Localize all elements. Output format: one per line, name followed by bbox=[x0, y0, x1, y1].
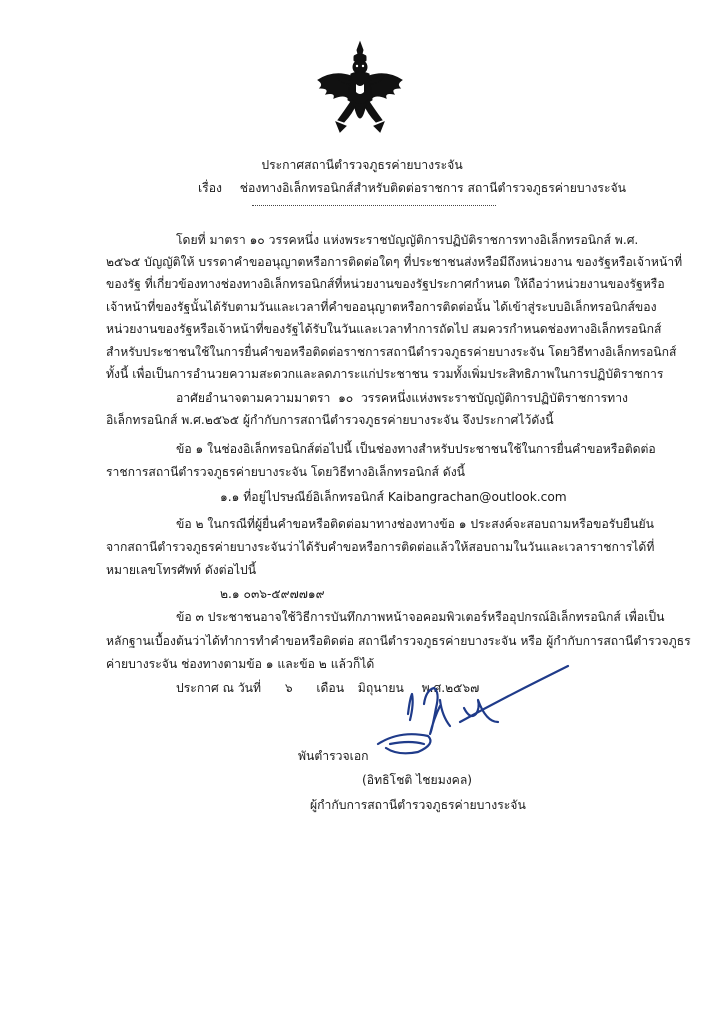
paragraph-1-line-7: ทั้งนี้ เพื่อเป็นการอำนวยความสะดวกและลดภาระแก่ประชาชน รวมทั้งเพิ่มประสิทธิภาพในการปฏิบัติราชการ bbox=[106, 367, 664, 381]
garuda-emblem-icon bbox=[314, 40, 406, 140]
date-month: มิถุนายน bbox=[357, 681, 404, 695]
subject-text: ช่องทางอิเล็กทรอนิกส์สำหรับติดต่อราชการ สถานีตำรวจภูธรค่ายบางระจัน bbox=[239, 181, 626, 195]
paragraph-1-line-4: เจ้าหน้าที่ของรัฐนั้นได้รับตามวันและเวลาที่คำขออนุญาตหรือการติดต่อนั้น ได้เข้าสู่ระบบอิเล็กทรอนิกส์ของ bbox=[106, 300, 657, 314]
paragraph-2-line-1: อาศัยอำนาจตามความมาตรา ๑๐ วรรคหนึ่งแห่งพระราชบัญญัติการปฏิบัติราชการทาง bbox=[176, 391, 628, 405]
signature-mark bbox=[380, 660, 580, 772]
date-year: พ.ศ.๒๕๖๗ bbox=[421, 681, 480, 695]
subject-line bbox=[198, 180, 626, 196]
paragraph-1-line-6: สำหรับประชาชนใช้ในการยื่นคำขอหรือติดต่อราชการสถานีตำรวจภูธรค่ายบางระจัน โดยวิธีทางอิเล็กทรอนิกส์ bbox=[106, 345, 677, 359]
date-month-label: เดือน bbox=[316, 681, 345, 695]
date-prefix: ประกาศ ณ วันที่ bbox=[176, 681, 262, 695]
announcement-title: ประกาศสถานีตำรวจภูธรค่ายบางระจัน bbox=[261, 158, 463, 172]
subject-label: เรื่อง bbox=[198, 181, 222, 195]
paragraph-1-line-3: ของรัฐ ที่เกี่ยวข้องทางช่องทางอิเล็กทรอนิกส์ที่หน่วยงานของรัฐประกาศกำหนด ให้ถือว่าหน่วยงานของรัฐหรือ bbox=[106, 277, 665, 291]
signer-rank: พันตำรวจเอก bbox=[298, 749, 369, 763]
clause-3-line-3: ค่ายบางระจัน ช่องทางตามข้อ ๑ และข้อ ๒ แล้วก็ได้ bbox=[106, 657, 375, 671]
paragraph-2-line-2: อิเล็กทรอนิกส์ พ.ศ.๒๕๖๕ ผู้กำกับการสถานีตำรวจภูธรค่ายบางระจัน จึงประกาศไว้ดังนี้ bbox=[106, 413, 554, 427]
paragraph-1-line-1: โดยที่ มาตรา ๑๐ วรรคหนึ่ง แห่งพระราชบัญญัติการปฏิบัติราชการทางอิเล็กทรอนิกส์ พ.ศ. bbox=[176, 233, 639, 247]
paragraph-1-line-2: ๒๕๖๕ บัญญัติให้ บรรดาคำขออนุญาตหรือการติดต่อใดๆ ที่ประชาชนส่งหรือมีถึงหน่วยงาน ของรัฐหรือเจ้าหน้าที่ bbox=[106, 255, 683, 269]
clause-1-line-2: ราชการสถานีตำรวจภูธรค่ายบางระจัน โดยวิธีทางอิเล็กทรอนิกส์ ดังนี้ bbox=[106, 465, 466, 479]
clause-2-1-phone: ๒.๑ ๐๓๖-๕๙๗๗๑๙ bbox=[220, 587, 325, 601]
signer-position: ผู้กำกับการสถานีตำรวจภูธรค่ายบางระจัน bbox=[310, 798, 526, 812]
separator-dots bbox=[252, 205, 496, 206]
clause-1-line-1: ข้อ ๑ ในช่องอิเล็กทรอนิกส์ต่อไปนี้ เป็นช่องทางสำหรับประชาชนใช้ในการยื่นคำขอหรือติดต่อ bbox=[176, 442, 656, 456]
clause-1-1-email: ๑.๑ ที่อยู่ไปรษณีย์อิเล็กทรอนิกส์ Kaibangrachan@outlook.com bbox=[220, 490, 567, 504]
clause-2-line-3: หมายเลขโทรศัพท์ ดังต่อไปนี้ bbox=[106, 563, 257, 577]
clause-3-line-2: หลักฐานเบื้องต้นว่าได้ทำการทำคำขอหรือติดต่อ สถานีตำรวจภูธรค่ายบางระจัน หรือ ผู้กำกับการสถานีตำรวจภูธร bbox=[106, 634, 691, 648]
clause-2-line-2: จากสถานีตำรวจภูธรค่ายบางระจันว่าได้รับคำขอหรือการติดต่อแล้วให้สอบถามในวันและเวลาราชการได้ที่ bbox=[106, 540, 655, 554]
signer-name: (อิทธิโชติ ไชยมงคล) bbox=[362, 773, 473, 787]
clause-2-line-1: ข้อ ๒ ในกรณีที่ผู้ยื่นคำขอหรือติดต่อมาทางช่องทางข้อ ๑ ประสงค์จะสอบถามหรือขอรับยืนยัน bbox=[176, 517, 655, 531]
date-day: ๖ bbox=[284, 681, 293, 695]
clause-3-line-1: ข้อ ๓ ประชาชนอาจใช้วิธีการบันทึกภาพหน้าจอคอมพิวเตอร์หรืออุปกรณ์อิเล็กทรอนิกส์ เพื่อเป็น bbox=[176, 610, 665, 624]
paragraph-1-line-5: หน่วยงานของรัฐหรือเจ้าหน้าที่ของรัฐได้รับในวันและเวลาทำการถัดไป สมควรกำหนดช่องทางอิเล็กทรอนิกส์ bbox=[106, 322, 662, 336]
